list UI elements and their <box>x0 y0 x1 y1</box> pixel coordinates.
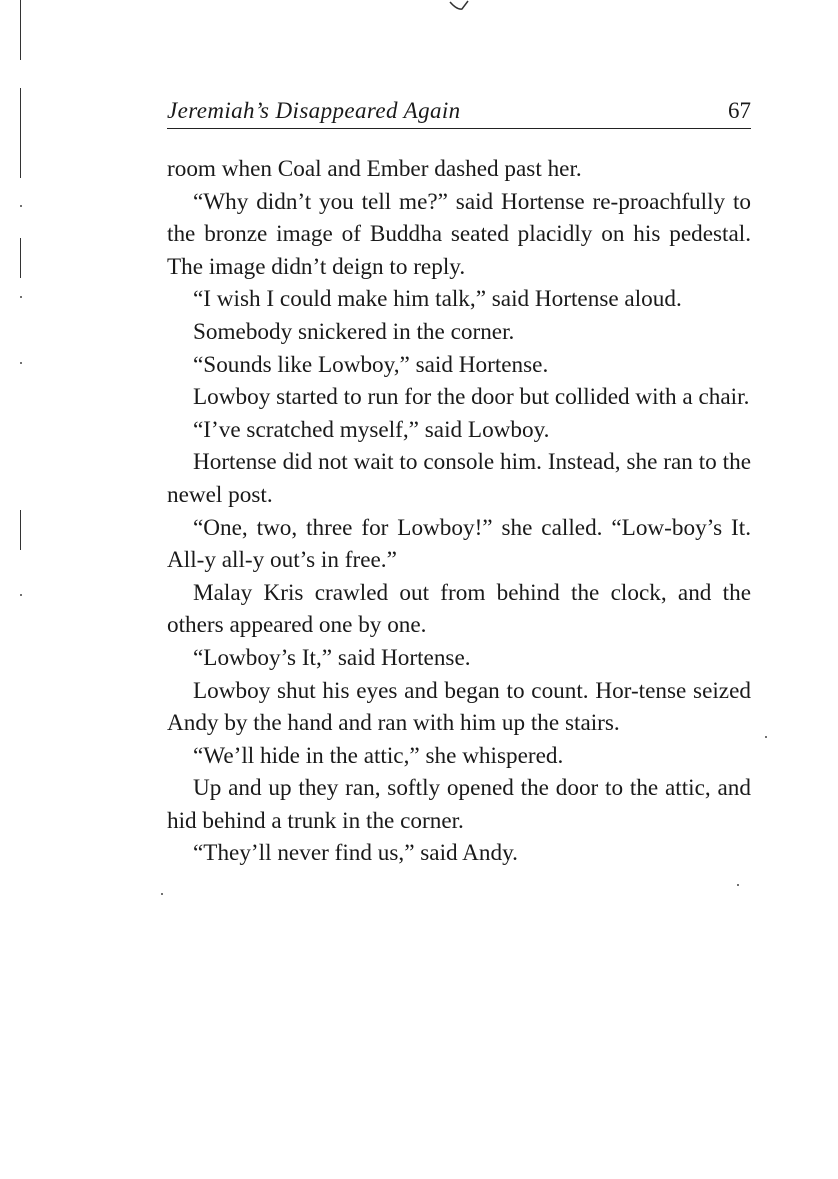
paragraph: Lowboy started to run for the door but collided with a chair. <box>193 384 750 411</box>
paragraph: Malay Kris crawled out from behind the clock, and the others appeared one by one. <box>167 579 751 639</box>
paragraph: Lowboy shut his eyes and began to count. Hor-tense seized Andy by the hand and ran with him up the stairs. <box>167 677 751 737</box>
paragraph: “I wish I could make him talk,” said Hortense aloud. <box>193 286 682 313</box>
margin-scan-line <box>20 510 21 550</box>
scan-speck <box>20 296 22 298</box>
running-header <box>167 96 751 129</box>
paragraph: “We’ll hide in the attic,” she whispered. <box>193 742 564 769</box>
paragraph: Up and up they ran, softly opened the door to the attic, and hid behind a trunk in the corner. <box>167 775 751 834</box>
paragraph: “Lowboy’s It,” said Hortense. <box>193 644 471 671</box>
scan-artifact-mark <box>448 0 470 12</box>
paragraph: Hortense did not wait to console him. Instead, she ran to the newel post. <box>167 449 751 508</box>
scan-speck <box>20 362 22 364</box>
paragraph: “I’ve scratched myself,” said Lowboy. <box>193 416 550 443</box>
body-text <box>167 153 751 870</box>
paragraph: “Sounds like Lowboy,” said Hortense. <box>193 351 549 378</box>
running-title: Jeremiah’s Disappeared Again <box>167 98 461 123</box>
scan-speck <box>20 205 22 207</box>
page-number: 67 <box>728 98 751 123</box>
margin-scan-line <box>20 0 21 60</box>
paragraph: room when Coal and Ember dashed past her. <box>167 156 582 182</box>
scan-speck <box>161 893 163 895</box>
scan-speck <box>737 884 739 886</box>
scan-speck <box>765 736 767 738</box>
margin-scan-line <box>20 238 21 278</box>
margin-scan-line <box>20 88 21 178</box>
scan-speck <box>20 594 22 596</box>
paragraph: “One, two, three for Lowboy!” she called. “Low-boy’s It. All-y all-y out’s in free.” <box>167 514 751 574</box>
paragraph: “They’ll never find us,” said Andy. <box>193 840 518 867</box>
paragraph: “Why didn’t you tell me?” said Hortense re-proachfully to the bronze image of Buddha seated placidly on his pedestal. The image didn’t deign to reply. <box>167 188 751 280</box>
paragraph: Somebody snickered in the corner. <box>193 318 515 345</box>
